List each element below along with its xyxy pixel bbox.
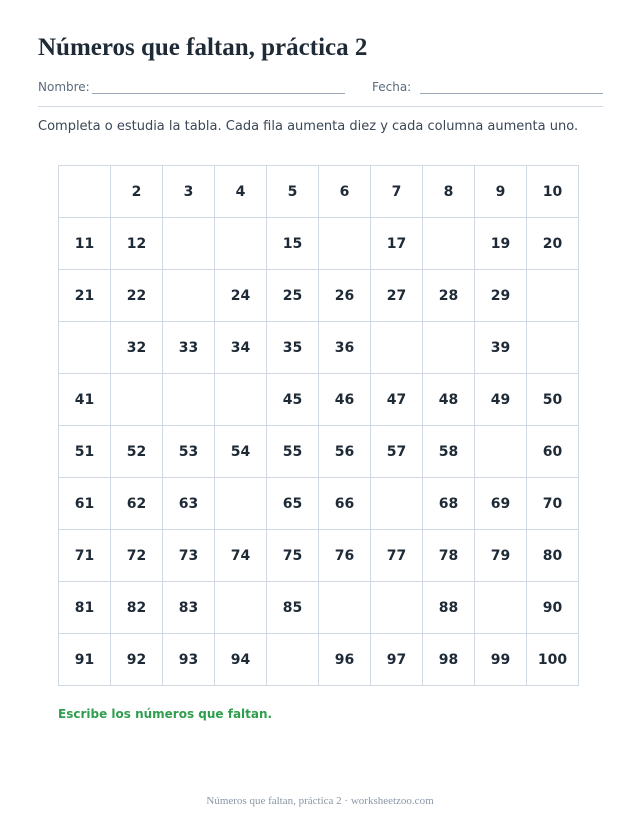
grid-cell: 48 [423, 374, 475, 426]
grid-cell: 91 [59, 634, 111, 686]
grid-cell: 98 [423, 634, 475, 686]
grid-cell-blank[interactable] [163, 270, 215, 322]
grid-row [59, 218, 579, 270]
grid-cell: 2 [111, 166, 163, 218]
grid-cell: 9 [475, 166, 527, 218]
grid-cell: 20 [527, 218, 579, 270]
grid-row [59, 634, 579, 686]
date-field-line[interactable] [420, 93, 603, 94]
grid-cell: 75 [267, 530, 319, 582]
grid-cell: 76 [319, 530, 371, 582]
grid-cell: 27 [371, 270, 423, 322]
grid-cell: 97 [371, 634, 423, 686]
grid-cell: 70 [527, 478, 579, 530]
missing-numbers-prompt: Escribe los números que faltan. [58, 707, 273, 721]
page-footer: Números que faltan, práctica 2 · worksheetzoo.com [206, 795, 434, 807]
grid-cell: 94 [215, 634, 267, 686]
name-date-row [38, 80, 603, 98]
grid-cell-blank[interactable] [371, 582, 423, 634]
grid-cell: 41 [59, 374, 111, 426]
grid-cell: 92 [111, 634, 163, 686]
grid-cell: 39 [475, 322, 527, 374]
grid-cell-blank[interactable] [371, 478, 423, 530]
grid-cell: 55 [267, 426, 319, 478]
grid-cell-blank[interactable] [215, 582, 267, 634]
name-label: Nombre: [38, 80, 90, 94]
grid-row [59, 166, 579, 218]
grid-cell: 32 [111, 322, 163, 374]
grid-cell-blank[interactable] [215, 218, 267, 270]
grid-cell: 29 [475, 270, 527, 322]
grid-cell: 51 [59, 426, 111, 478]
grid-cell: 100 [527, 634, 579, 686]
grid-cell-blank[interactable] [163, 374, 215, 426]
grid-cell: 34 [215, 322, 267, 374]
grid-row [59, 270, 579, 322]
grid-cell-blank[interactable] [423, 322, 475, 374]
grid-cell: 60 [527, 426, 579, 478]
instructions-text: Completa o estudia la tabla. Cada fila aumenta diez y cada columna aumenta uno. [38, 119, 579, 134]
grid-cell: 79 [475, 530, 527, 582]
grid-cell: 88 [423, 582, 475, 634]
grid-cell: 58 [423, 426, 475, 478]
grid-cell: 57 [371, 426, 423, 478]
grid-cell-blank[interactable] [267, 634, 319, 686]
grid-cell: 81 [59, 582, 111, 634]
grid-cell: 26 [319, 270, 371, 322]
grid-cell: 45 [267, 374, 319, 426]
grid-cell-blank[interactable] [527, 322, 579, 374]
name-field-line[interactable] [92, 93, 345, 94]
grid-cell: 22 [111, 270, 163, 322]
header-divider [38, 106, 603, 107]
grid-cell: 69 [475, 478, 527, 530]
grid-cell: 49 [475, 374, 527, 426]
grid-cell: 83 [163, 582, 215, 634]
grid-cell: 78 [423, 530, 475, 582]
grid-cell: 77 [371, 530, 423, 582]
grid-cell-blank[interactable] [59, 166, 111, 218]
grid-cell: 50 [527, 374, 579, 426]
grid-cell: 63 [163, 478, 215, 530]
grid-cell-blank[interactable] [111, 374, 163, 426]
grid-cell: 47 [371, 374, 423, 426]
grid-cell: 7 [371, 166, 423, 218]
grid-cell: 17 [371, 218, 423, 270]
grid-cell: 52 [111, 426, 163, 478]
grid-cell: 21 [59, 270, 111, 322]
grid-cell: 8 [423, 166, 475, 218]
grid-row [59, 426, 579, 478]
grid-cell: 3 [163, 166, 215, 218]
grid-cell: 35 [267, 322, 319, 374]
grid-row [59, 322, 579, 374]
grid-cell: 12 [111, 218, 163, 270]
grid-cell: 56 [319, 426, 371, 478]
grid-cell: 65 [267, 478, 319, 530]
grid-cell: 53 [163, 426, 215, 478]
grid-cell: 28 [423, 270, 475, 322]
grid-cell-blank[interactable] [423, 218, 475, 270]
grid-cell: 96 [319, 634, 371, 686]
grid-cell: 19 [475, 218, 527, 270]
grid-row [59, 374, 579, 426]
grid-cell: 46 [319, 374, 371, 426]
grid-cell: 68 [423, 478, 475, 530]
grid-cell: 72 [111, 530, 163, 582]
grid-cell: 15 [267, 218, 319, 270]
grid-cell: 71 [59, 530, 111, 582]
grid-cell: 74 [215, 530, 267, 582]
grid-cell: 36 [319, 322, 371, 374]
grid-cell: 80 [527, 530, 579, 582]
grid-cell: 25 [267, 270, 319, 322]
number-grid [58, 165, 579, 686]
grid-row [59, 582, 579, 634]
page-title: Números que faltan, práctica 2 [38, 34, 368, 61]
grid-cell-blank[interactable] [163, 218, 215, 270]
grid-cell-blank[interactable] [319, 218, 371, 270]
grid-cell: 66 [319, 478, 371, 530]
grid-cell: 33 [163, 322, 215, 374]
grid-row [59, 530, 579, 582]
grid-cell-blank[interactable] [371, 322, 423, 374]
grid-cell-blank[interactable] [215, 478, 267, 530]
grid-cell: 5 [267, 166, 319, 218]
grid-cell: 90 [527, 582, 579, 634]
grid-cell: 99 [475, 634, 527, 686]
grid-cell: 11 [59, 218, 111, 270]
grid-cell: 10 [527, 166, 579, 218]
grid-cell: 85 [267, 582, 319, 634]
grid-cell: 73 [163, 530, 215, 582]
grid-cell: 61 [59, 478, 111, 530]
date-label: Fecha: [372, 80, 412, 94]
grid-row [59, 478, 579, 530]
grid-cell: 4 [215, 166, 267, 218]
grid-cell: 54 [215, 426, 267, 478]
grid-cell-blank[interactable] [59, 322, 111, 374]
grid-cell-blank[interactable] [475, 582, 527, 634]
grid-cell: 24 [215, 270, 267, 322]
grid-cell-blank[interactable] [475, 426, 527, 478]
grid-cell-blank[interactable] [527, 270, 579, 322]
grid-cell: 82 [111, 582, 163, 634]
grid-cell: 93 [163, 634, 215, 686]
grid-cell-blank[interactable] [215, 374, 267, 426]
grid-cell: 6 [319, 166, 371, 218]
grid-cell-blank[interactable] [319, 582, 371, 634]
grid-cell: 62 [111, 478, 163, 530]
